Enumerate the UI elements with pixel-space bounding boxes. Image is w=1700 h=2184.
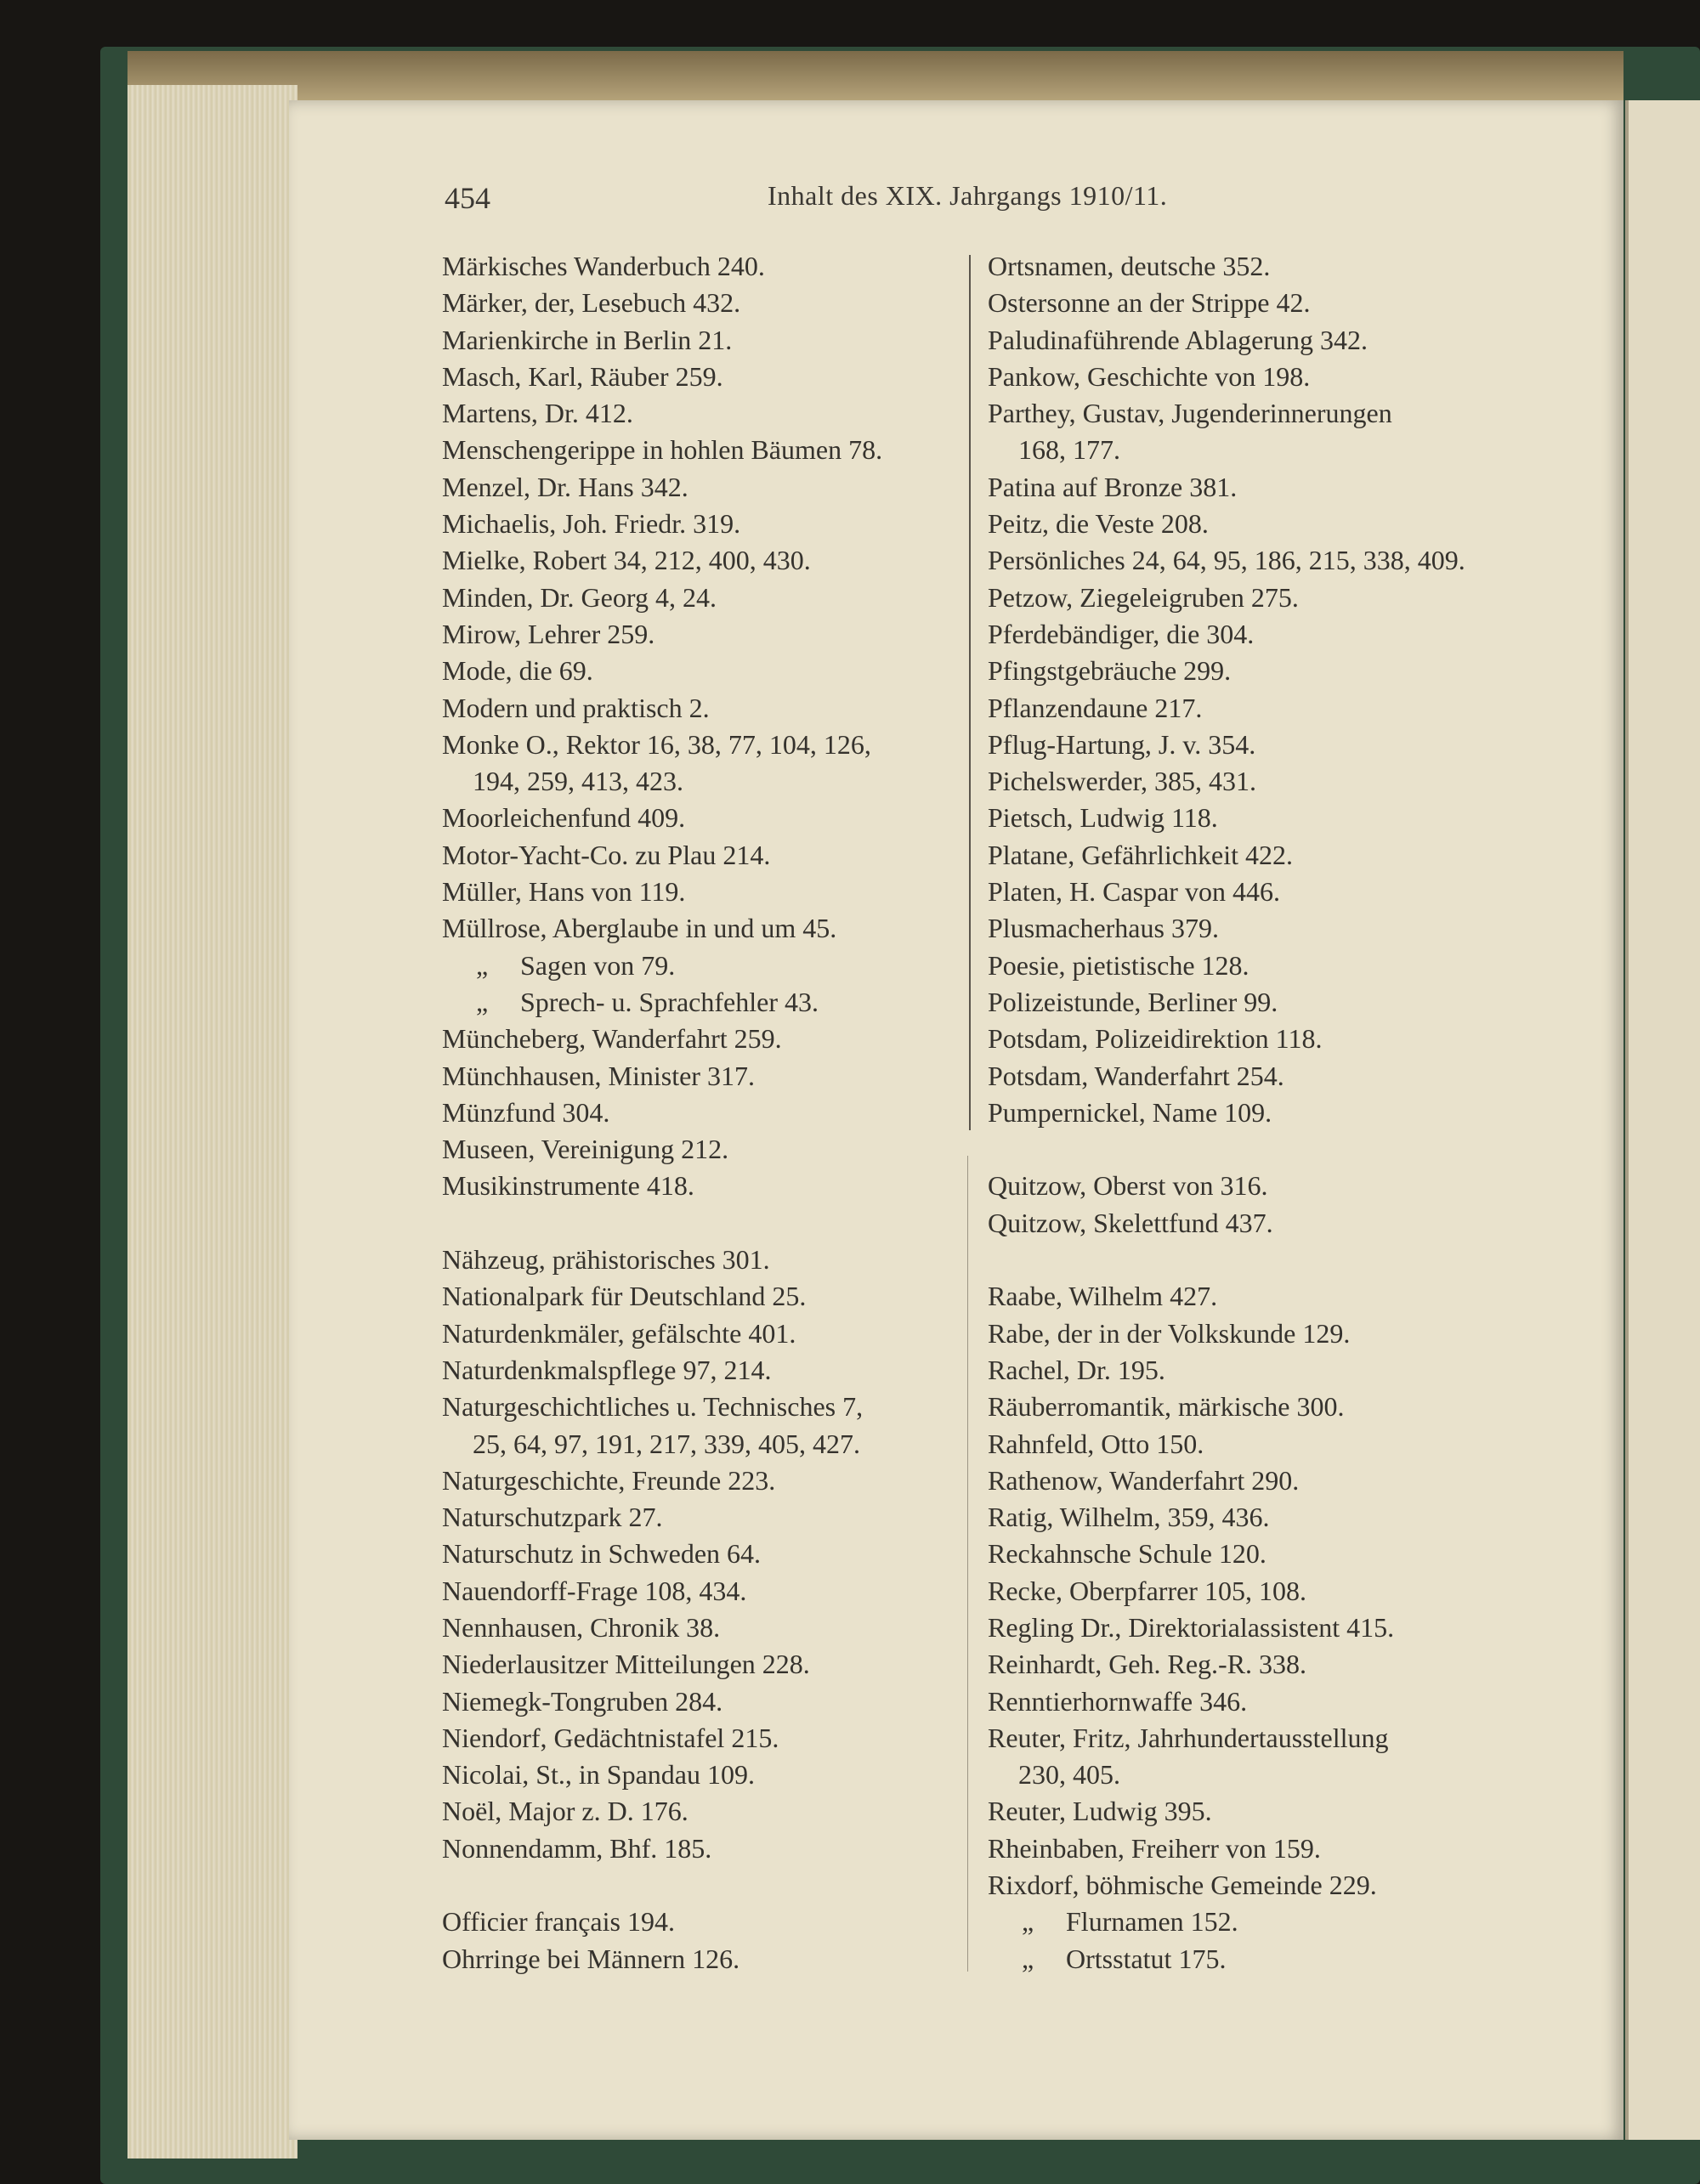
index-entry: Märker, der, Lesebuch 432.: [442, 287, 741, 319]
section-gap: [988, 1242, 1532, 1278]
index-entry: Renntierhornwaffe 346.: [988, 1685, 1248, 1717]
ditto-mark: „: [476, 949, 489, 981]
index-entry: Nicolai, St., in Spandau 109.: [442, 1759, 755, 1791]
index-entry: Pumpernickel, Name 109.: [988, 1096, 1272, 1128]
index-column-left: [442, 248, 969, 1977]
facing-page-edge: [1625, 100, 1700, 2140]
index-entry: Plusmacherhaus 379.: [988, 913, 1219, 944]
index-entry: Polizeistunde, Berliner 99.: [988, 986, 1278, 1017]
index-entry: Pflanzendaune 217.: [988, 692, 1203, 723]
index-entry: Modern und praktisch 2.: [442, 692, 710, 723]
index-entry: Pichelswerder, 385, 431.: [988, 766, 1256, 797]
index-entry: Potsdam, Wanderfahrt 254.: [988, 1060, 1284, 1091]
index-entry: Naturdenkmäler, gefälschte 401.: [442, 1317, 796, 1349]
index-subentry-text: Sagen von 79.: [520, 949, 676, 981]
page-header: [445, 180, 1635, 223]
index-entry: Poesie, pietistische 128.: [988, 949, 1250, 981]
index-entry: Marienkirche in Berlin 21.: [442, 324, 733, 355]
index-entry: Museen, Vereinigung 212.: [442, 1134, 729, 1165]
index-entry: Musikinstrumente 418.: [442, 1170, 694, 1202]
index-entry: Paludinaführende Ablagerung 342.: [988, 324, 1368, 355]
index-entry-continuation: 168, 177.: [1018, 434, 1120, 466]
index-entry: Mielke, Robert 34, 212, 400, 430.: [442, 545, 811, 576]
index-entry: Reuter, Ludwig 395.: [988, 1796, 1212, 1827]
index-entry: Niemegk-Tongruben 284.: [442, 1685, 723, 1717]
index-entry: Müncheberg, Wanderfahrt 259.: [442, 1023, 782, 1055]
index-subentry: [988, 1904, 1532, 1940]
index-entry: Naturschutzpark 27.: [442, 1502, 663, 1533]
index-subentry: [988, 1941, 1532, 1977]
index-entry: Niederlausitzer Mitteilungen 228.: [442, 1649, 810, 1680]
index-entry: Naturgeschichte, Freunde 223.: [442, 1464, 776, 1496]
index-entry: Reinhardt, Geh. Reg.-R. 338.: [988, 1649, 1307, 1680]
index-entry: Pflug-Hartung, J. v. 354.: [988, 728, 1256, 760]
index-entry: Monke O., Rektor 16, 38, 77, 104, 126,: [442, 728, 871, 760]
index-entry: Pferdebändiger, die 304.: [988, 618, 1255, 649]
index-entry: Masch, Karl, Räuber 259.: [442, 360, 723, 392]
index-entry: Quitzow, Oberst von 316.: [988, 1170, 1268, 1202]
index-entry: Nationalpark für Deutschland 25.: [442, 1281, 807, 1312]
page-number: 454: [445, 181, 490, 215]
index-entry: Menzel, Dr. Hans 342.: [442, 471, 688, 502]
index-subentry-text: Ortsstatut 175.: [1066, 1943, 1227, 1974]
index-entry: Märkisches Wanderbuch 240.: [442, 251, 765, 281]
index-subentry-text: Flurnamen 152.: [1066, 1906, 1238, 1938]
index-subentry-text: Sprech- u. Sprachfehler 43.: [520, 986, 819, 1017]
index-entry: Naturdenkmalspflege 97, 214.: [442, 1354, 772, 1385]
index-entry: Rathenow, Wanderfahrt 290.: [988, 1464, 1300, 1496]
index-entry: Patina auf Bronze 381.: [988, 471, 1238, 502]
section-gap: [442, 1867, 969, 1904]
index-entry: Noël, Major z. D. 176.: [442, 1796, 688, 1827]
index-entry-continuation: 194, 259, 413, 423.: [473, 766, 683, 797]
index-entry: Nennhausen, Chronik 38.: [442, 1611, 721, 1643]
column-divider: [969, 255, 971, 1130]
page-top-edge: [128, 51, 1624, 102]
index-entry: Potsdam, Polizeidirektion 118.: [988, 1023, 1323, 1055]
index-subentry: [442, 984, 969, 1021]
index-entry: Regling Dr., Direktorialassistent 415.: [988, 1611, 1395, 1643]
index-entry: Moorleichenfund 409.: [442, 802, 686, 834]
index-entry: Pfingstgebräuche 299.: [988, 655, 1232, 687]
index-entry: Niendorf, Gedächtnistafel 215.: [442, 1722, 779, 1753]
index-entry: Michaelis, Joh. Friedr. 319.: [442, 508, 741, 540]
index-entry: Quitzow, Skelettfund 437.: [988, 1207, 1273, 1238]
page-stack-edge: [128, 85, 298, 2159]
section-gap: [988, 1131, 1532, 1168]
index-entry: Nauendorff-Frage 108, 434.: [442, 1575, 747, 1606]
index-entry: Mirow, Lehrer 259.: [442, 618, 655, 649]
index-entry: Nonnendamm, Bhf. 185.: [442, 1832, 712, 1864]
index-entry: Naturschutz in Schweden 64.: [442, 1538, 762, 1570]
section-gap: [442, 1205, 969, 1242]
index-entry: Persönliches 24, 64, 95, 186, 215, 338, 409.: [988, 545, 1465, 576]
index-entry: Parthey, Gustav, Jugenderinnerungen: [988, 398, 1392, 429]
index-entry: Rahnfeld, Otto 150.: [988, 1428, 1204, 1459]
index-entry: Platane, Gefährlichkeit 422.: [988, 839, 1293, 870]
index-entry: Peitz, die Veste 208.: [988, 508, 1209, 540]
index-entry: Platen, H. Caspar von 446.: [988, 876, 1280, 908]
index-entry: Pietsch, Ludwig 118.: [988, 802, 1218, 834]
index-entry: Raabe, Wilhelm 427.: [988, 1281, 1218, 1312]
index-entry: Müller, Hans von 119.: [442, 876, 686, 908]
index-entry: Rachel, Dr. 195.: [988, 1354, 1165, 1385]
ditto-mark: „: [1022, 1943, 1034, 1974]
index-entry: Ohrringe bei Männern 126.: [442, 1943, 740, 1974]
index-entry: Räuberromantik, märkische 300.: [988, 1391, 1345, 1423]
index-entry: Rheinbaben, Freiherr von 159.: [988, 1832, 1321, 1864]
index-entry: Pankow, Geschichte von 198.: [988, 360, 1311, 392]
index-column-right: [988, 248, 1532, 1977]
ditto-mark: „: [476, 986, 489, 1017]
index-entry: Martens, Dr. 412.: [442, 398, 633, 429]
index-entry: Menschengerippe in hohlen Bäumen 78.: [442, 434, 883, 466]
index-entry: Ostersonne an der Strippe 42.: [988, 287, 1311, 319]
index-entry: Rabe, der in der Volkskunde 129.: [988, 1317, 1351, 1349]
index-entry: Münzfund 304.: [442, 1096, 610, 1128]
index-entry: Nähzeug, prähistorisches 301.: [442, 1244, 770, 1276]
index-entry: Reuter, Fritz, Jahrhundertausstellung: [988, 1722, 1389, 1753]
index-entry: Rixdorf, böhmische Gemeinde 229.: [988, 1870, 1377, 1901]
index-entry: Ortsnamen, deutsche 352.: [988, 251, 1271, 281]
index-subentry: [442, 948, 969, 984]
index-entry: Petzow, Ziegeleigruben 275.: [988, 581, 1299, 613]
index-entry: Recke, Oberpfarrer 105, 108.: [988, 1575, 1306, 1606]
index-entry: Mode, die 69.: [442, 655, 593, 687]
ditto-mark: „: [1022, 1906, 1034, 1938]
index-entry: Reckahnsche Schule 120.: [988, 1538, 1266, 1570]
index-entry: Ratig, Wilhelm, 359, 436.: [988, 1502, 1270, 1533]
index-entry: Officier français 194.: [442, 1906, 675, 1938]
index-entry-continuation: 230, 405.: [1018, 1759, 1120, 1791]
index-entry: Minden, Dr. Georg 4, 24.: [442, 581, 717, 613]
index-entry: Motor-Yacht-Co. zu Plau 214.: [442, 839, 771, 870]
index-entry: Naturgeschichtliches u. Technisches 7,: [442, 1391, 864, 1423]
index-entry: Müllrose, Aberglaube in und um 45.: [442, 913, 837, 944]
index-entry: Münchhausen, Minister 317.: [442, 1060, 755, 1091]
running-title: Inhalt des XIX. Jahrgangs 1910/11.: [768, 180, 1168, 211]
index-entry-continuation: 25, 64, 97, 191, 217, 339, 405, 427.: [473, 1428, 860, 1459]
